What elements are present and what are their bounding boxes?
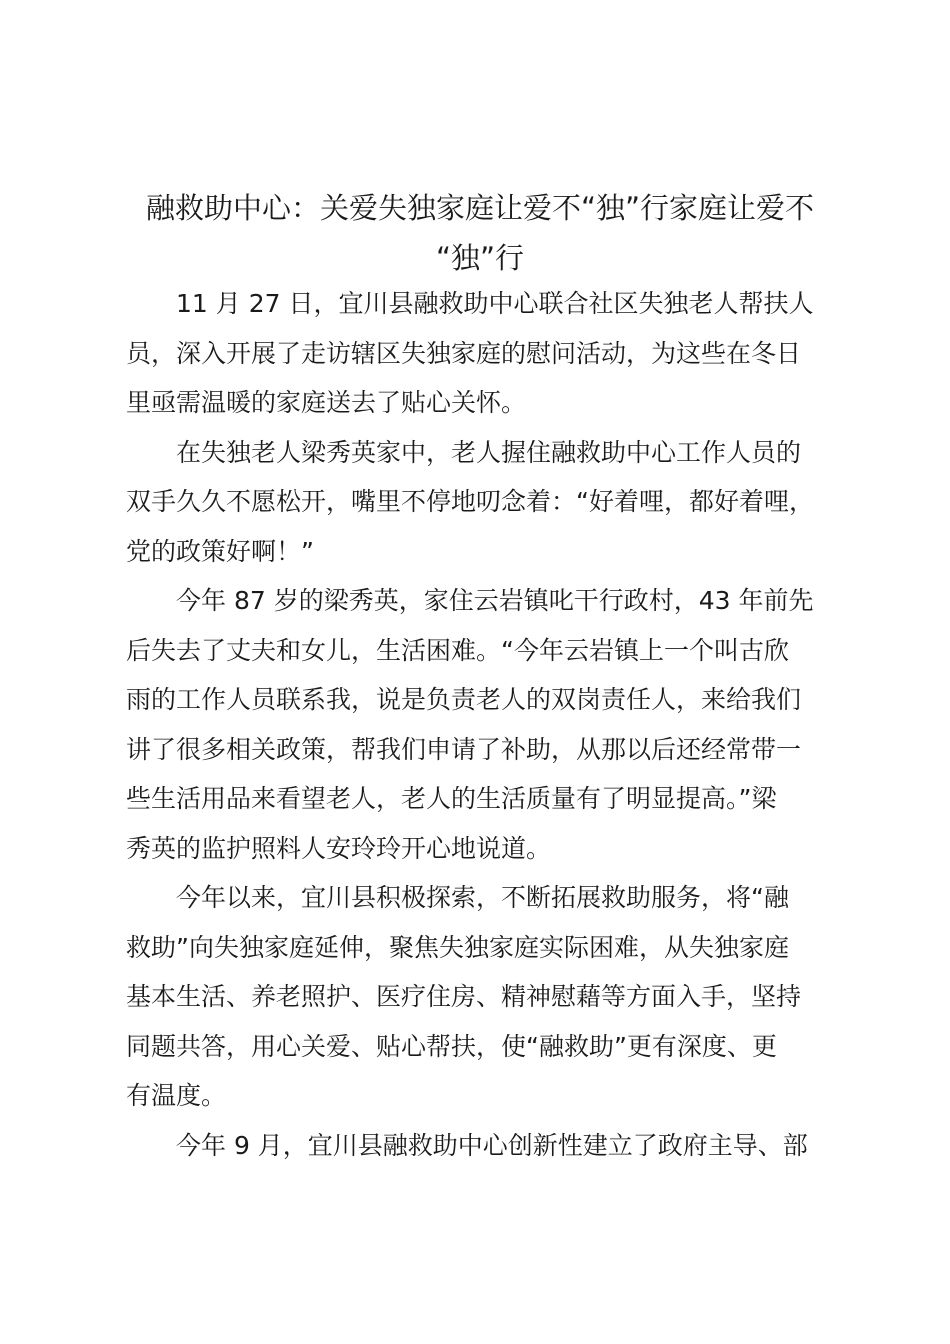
paragraph-line: 基本生活、养老照护、医疗住房、精神慰藉等方面入手，坚持	[126, 982, 802, 1011]
document-body	[126, 279, 856, 1170]
paragraph-line: 党的政策好啊！”	[126, 536, 314, 566]
paragraph-line: 讲了很多相关政策，帮我们申请了补助，从那以后还经常带一	[126, 734, 802, 764]
title-line: “独”行	[435, 241, 525, 275]
paragraph	[126, 279, 856, 428]
paragraph	[126, 428, 856, 577]
paragraph-line: 同题共答，用心关爱、贴心帮扶，使“融救助”更有深度、更	[126, 1031, 777, 1061]
title-line: 融救助中心：关爱失独家庭让爱不“独”行家庭让爱不	[145, 191, 815, 225]
paragraph-line: 雨的工作人员联系我，说是负责老人的双岗责任人，来给我们	[126, 685, 802, 714]
paragraph-line: 后失去了丈夫和女儿，生活困难。“今年云岩镇上一个叫古欣	[126, 635, 789, 665]
paragraph	[126, 576, 856, 873]
paragraph-line: 在失独老人梁秀英家中，老人握住融救助中心工作人员的	[176, 437, 802, 467]
paragraph-line: 11 月 27 日，宜川县融救助中心联合社区失独老人帮扶人	[176, 289, 814, 318]
paragraph-line: 今年 87 岁的梁秀英，家住云岩镇叱干行政村，43 年前先	[176, 586, 814, 615]
paragraph-line: 秀英的监护照料人安玲玲开心地说道。	[126, 833, 552, 863]
paragraph-line: 今年以来，宜川县积极探索，不断拓展救助服务，将“融	[176, 883, 789, 912]
paragraph	[126, 873, 856, 1121]
paragraph	[126, 1121, 856, 1171]
paragraph-line: 双手久久不愿松开，嘴里不停地叨念着：“好着哩，都好着哩，	[126, 487, 814, 516]
paragraph-line: 有温度。	[126, 1081, 227, 1110]
paragraph-line: 今年 9 月，宜川县融救助中心创新性建立了政府主导、部	[176, 1130, 808, 1160]
paragraph-line: 员，深入开展了走访辖区失独家庭的慰问活动，为这些在冬日	[126, 338, 802, 368]
document-title	[120, 183, 840, 283]
paragraph-line: 些生活用品来看望老人，老人的生活质量有了明显提高。”梁	[126, 784, 777, 813]
paragraph-line: 救助”向失独家庭延伸，聚焦失独家庭实际困难，从失独家庭	[126, 932, 789, 962]
paragraph-line: 里亟需温暖的家庭送去了贴心关怀。	[126, 388, 527, 417]
